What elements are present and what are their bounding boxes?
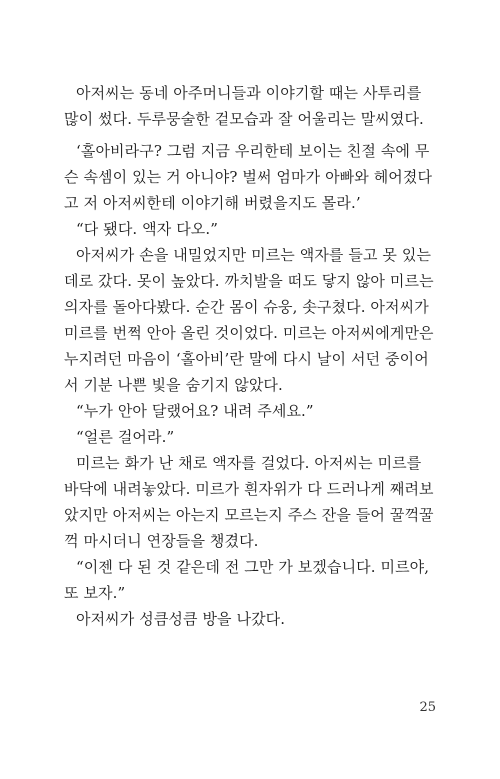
body-text <box>64 80 434 632</box>
text-line: 누지려던 마음이 ‘홀아비’란 말에 다시 날이 서던 중이어 <box>64 350 429 368</box>
text-line: “얼른 걸어라.” <box>76 428 175 446</box>
text-line: 꺽 마시더니 연장들을 챙겼다. <box>64 532 259 550</box>
text-line: 서 기분 나쁜 빛을 숨기지 않았다. <box>64 376 283 394</box>
text-line: “이젠 다 된 것 같은데 전 그만 가 보겠습니다. 미르야, <box>76 558 430 576</box>
text-line: “누가 안아 달랬어요? 내려 주세요.” <box>76 402 314 420</box>
text-line: 았지만 아저씨는 아는지 모르는지 주스 잔을 들어 꿀꺽꿀 <box>64 506 434 524</box>
text-line: 슨 속셈이 있는 거 아니야? 벌써 엄마가 아빠와 헤어졌다 <box>64 168 433 186</box>
text-line: 또 보자.” <box>64 584 126 602</box>
text-line: “다 됐다. 액자 다오.” <box>76 220 219 238</box>
text-line: 미르를 번쩍 안아 올린 것이었다. 미르는 아저씨에게만은 <box>64 324 434 342</box>
text-line: ‘홀아비라구? 그럼 지금 우리한테 보이는 친절 속에 무 <box>76 142 430 160</box>
text-line: 데로 갔다. 못이 높았다. 까치발을 떠도 닿지 않아 미르는 <box>64 272 434 290</box>
text-line: 많이 썼다. 두루뭉술한 겉모습과 잘 어울리는 말씨였다. <box>64 110 424 128</box>
text-line: 아저씨가 성큼성큼 방을 나갔다. <box>76 610 286 628</box>
text-line: 고 저 아저씨한테 이야기해 버렸을지도 몰라.’ <box>64 194 361 212</box>
text-line: 아저씨가 손을 내밀었지만 미르는 액자를 들고 못 있는 <box>76 246 432 264</box>
text-line: 의자를 돌아다봤다. 순간 몸이 슈웅, 솟구쳤다. 아저씨가 <box>64 298 429 316</box>
page-number: 25 <box>419 700 436 715</box>
text-line: 아저씨는 동네 아주머니들과 이야기할 때는 사투리를 <box>76 84 422 102</box>
text-line: 바닥에 내려놓았다. 미르가 흰자위가 다 드러나게 째려보 <box>64 480 434 498</box>
text-line: 미르는 화가 난 채로 액자를 걸었다. 아저씨는 미르를 <box>76 454 422 472</box>
